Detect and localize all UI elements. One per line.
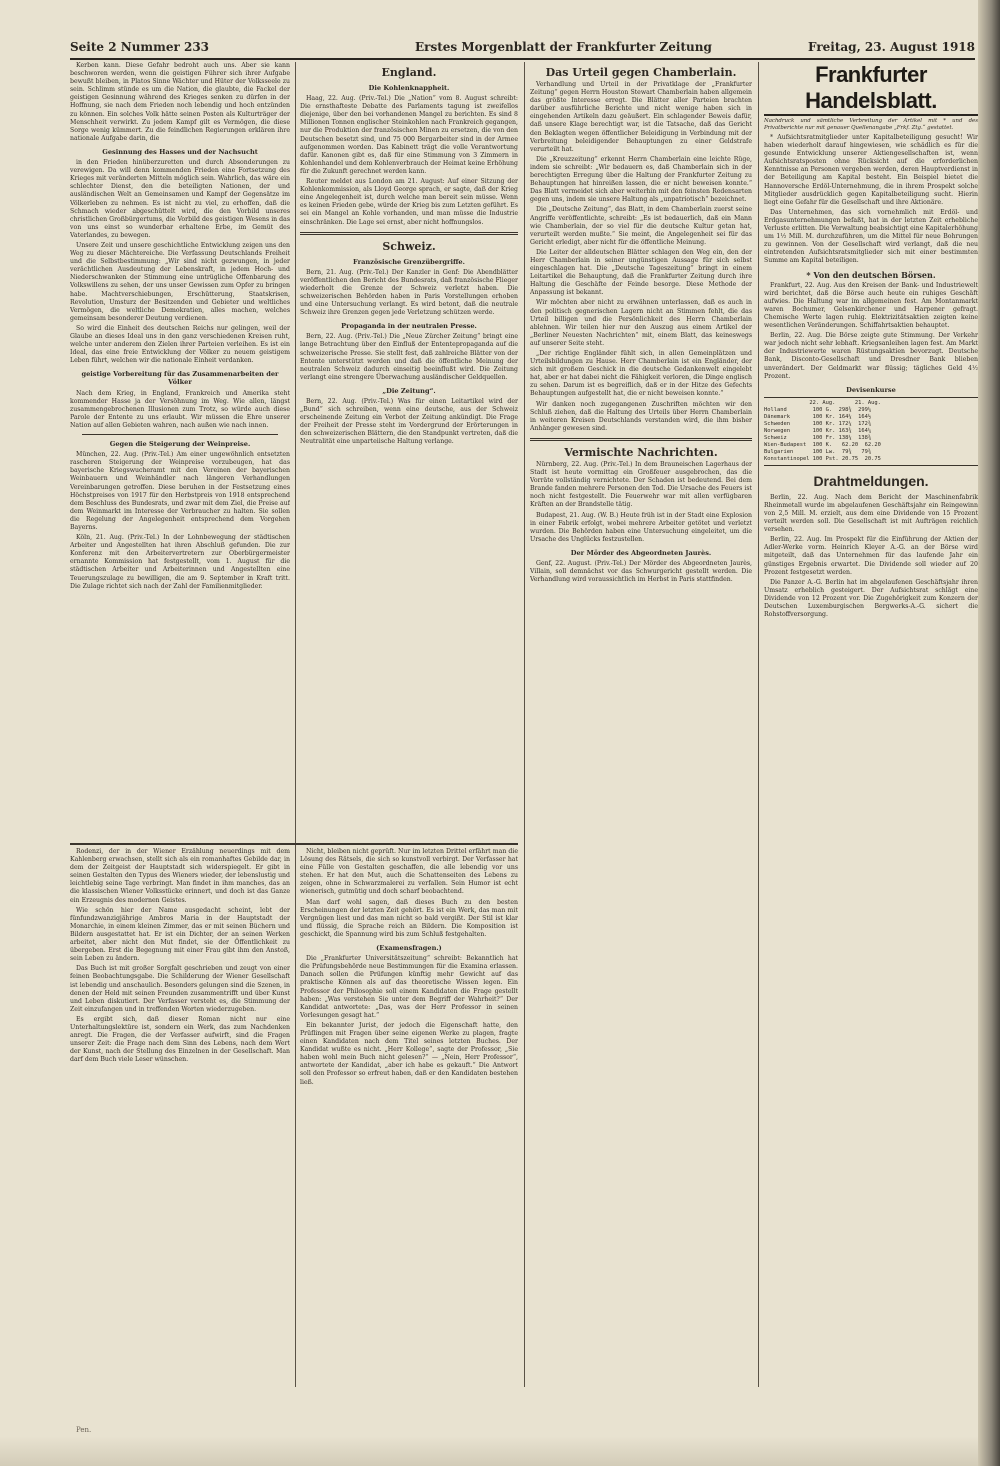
paragraph: Reuter meldet aus London am 21. August: Auf einer Sitzung der Kohlenkommission, als Lloyd George sprach, er sagte, daß der Krieg eine Angelegenheit ist, durch welche man bereit sein müsse. Wenn es keinen Frieden gebe, würde der Krieg bis zum Letzten geführt. Es sei ein Mangel an Kohle vorhanden, und man müsse die Industrie einschränken. Die Lage sei ernst, aber nicht hoffnungslos. <box>300 178 518 226</box>
divider <box>82 434 278 435</box>
binding-gutter <box>978 0 1000 1466</box>
paragraph: Bern, 21. Aug. (Priv.-Tel.) Der Kanzler in Genf: Die Abendblätter veröffentlichen den Bericht des Bundesrats, daß französische Flieger wiederholt die Grenze der Schweiz verletzt haben. Die schweizerischen Behörden haben in Paris Vorstellungen erhoben und eine Untersuchung verlangt. Es wird betont, daß die neutrale Schweiz ihre Grenzen gegen jede Verletzung schützen werde. <box>300 268 518 317</box>
paragraph: Nürnberg, 22. Aug. (Priv.-Tel.) In dem Brauneischen Lagerhaus der Stadt ist heute vormittag ein Großfeuer ausgebrochen, das die Vorräte vollständig vernichtete. Der Schaden ist bedeutend. Bei dem Brande fanden mehrere Personen den Tod. Die Ursache des Feuers ist noch nicht festgestellt. Die Feuerwehr war mit allen verfügbaren Kräften an der Brandstelle tätig. <box>530 460 752 509</box>
paragraph: Rodenzi, der in der Wiener Erzählung neuerdings mit dem Kahlenberg erwachsen, stellt sich als ein romanhaftes Gebilde dar, in dem der Zeitgeist der Hauptstadt sich widerspiegelt. Er gibt in seinen Gestalten den Typus des Wieners wieder, der lebenslustig und leichtlebig seine Tage verbringt. Man findet in ihm manches, das an die klassischen Wiener Volksstücke erinnert, und doch ist das Ganze ein Erzeugnis des modernen Geistes. <box>70 848 290 904</box>
paragraph: Wir möchten aber nicht zu erwähnen unterlassen, daß es auch in den politisch gegnerischen Lagern nicht an Stimmen fehlt, die das Urteil billigen und die Persönlichkeit des Herrn Chamberlain ablehnen. Wir teilen hier nur den Auszug aus einem Artikel der „Berliner Neuesten Nachrichten“ mit, einem Blatt, das keineswegs auf unserer Seite steht. <box>530 299 752 347</box>
paragraph: Genf, 22. August. (Priv.-Tel.) Der Mörder des Abgeordneten Jaurès, Villain, soll demnächst vor das Schwurgericht gestellt werden. Die Verhandlung wird voraussichtlich im Herbst in Paris stattfinden. <box>530 559 752 584</box>
paragraph: Verhandlung und Urteil in der Privatklage der „Frankfurter Zeitung“ gegen Herrn Houston Stewart Chamberlain haben allgemein das größte Interesse erregt. Die Blätter aller Parteien brachten darüber ausführliche Berichte und nicht wenige haben sich in eingehenden Artikeln dazu geäußert. Ein schlagender Beweis dafür, daß unsere Klage berechtigt war, ist die Tatsache, daß das Gericht den Beklagten wegen öffentlicher Beleidigung in Verbindung mit der Verbreitung beleidigender Behauptungen zu einer Geldstrafe verurteilt hat. <box>530 81 752 153</box>
subheading: „Die Zeitung“. <box>382 386 436 395</box>
paragraph: Nicht, bleiben nicht geprüft. Nur im letzten Drittel erfährt man die Lösung des Rätsels, die sich so kunstvoll verbirgt. Der Verfasser hat eine Fülle von Gestalten geschaffen, die alle lebendig vor uns stehen. Er hat den Mut, auch die Schattenseiten des Lebens zu zeigen, ohne in Schwarzmalerei zu verfallen. Sein Humor ist echt wienerisch, gutmütig und doch scharf beobachtend. <box>300 848 518 896</box>
paragraph: Die „Kreuzzeitung“ erkennt Herrn Chamberlain eine leichte Rüge, indem sie schreibt: „Wir bedauern es, daß Chamberlain sich in der berechtigten Erregung über die Haltung der Frankfurter Zeitung zu Behauptungen hat hinreißen lassen, die er nicht beweisen konnte.“ Das Blatt vermeidet sich aber weiterhin mit den feinsten Redensarten gegen uns, indem sie unsere Haltung als „unpatriotisch“ bezeichnet. <box>530 155 752 204</box>
subheading: Französische Grenzübergriffe. <box>353 257 465 266</box>
paragraph: Köln, 21. Aug. (Priv.-Tel.) In der Lohnbewegung der städtischen Arbeiter und Angestellten hat ihren Abschluß gefunden. Die zur Konferenz mit den Arbeitervertretern zur Oberbürgermeister ernannte Kommission hat festgestellt, vom 1. August für die städtischen Arbeiter und Arbeiterinnen und Angestellten eine Teuerungszulage zu bewilligen, die am 9. September in Kraft tritt. Die Zulage richtet sich nach der Zahl der Familienmitglieder. <box>70 534 290 590</box>
section-heading-vermischte: Vermischte Nachrichten. <box>564 445 718 459</box>
paragraph: Unsere Zeit und unsere geschichtliche Entwicklung zeigen uns den Weg zu dieser Mächtereiche. Die Verfassung Deutschlands Freiheit und die Selbstbestimmung: „Wir sind nicht gezwungen, in jeder verächtlichen Ausdeutung der Lebenskraft, in jedem Hoch- und Niederschwanken der Stimmung eine untrügliche Offenbarung des Volkswillens zu sehen, der uns unser Gewissen zum Opfer zu bringen habe. Machtverschiebungen, Erschütterung, Staatskrisen, Revolution, Umsturz der Besitzenden und Gebieter und weltliches Vermögen, die weltliche Demokratien, alles machen, welches gemeinsam besonderer Deutung verdienen. <box>70 241 290 322</box>
page-header <box>70 38 975 60</box>
paragraph: München, 22. Aug. (Priv.-Tel.) Am einer ungewöhnlich entsetzten rascheren Steigerung der Weinpreise vorzubeugen, hat das bayerische Kriegswucheramt mit den Vereinen der bayerischen Weinbauern und Weinhändler nach längeren Verhandlungen Vereinbarungen getroffen. Diese beruhen in der Festsetzung eines Höchstpreises von 1917 für den Herbstpreis von 1918 entsprechend dem Beschluss des Bundesrats, und zwar mit dem Ziel, die Preise auf dem Weinmarkt im Interesse der Verbraucher zu halten. Sie sollen die Regelung der Angelegenheit entsprechend dem Vorgehen Bayerns. <box>70 451 290 531</box>
header-paper-title: Erstes Morgenblatt der Frankfurter Zeitung <box>415 40 712 54</box>
paragraph: Man darf wohl sagen, daß dieses Buch zu den besten Erscheinungen der letzten Zeit gehört. Es ist ein Werk, das man mit Vergnügen liest und das man nicht so bald vergißt. Der Stil ist klar und flüssig, die Sprache reich an Bildern. Die Komposition ist geschickt, die Spannung wird bis zum Schluß festgehalten. <box>300 898 518 938</box>
paragraph: Es ergibt sich, daß dieser Roman nicht nur eine Unterhaltungslektüre ist, sondern ein Werk, das zum Nachdenken anregt. Die Fragen, die der Verfasser aufwirft, sind die Fragen unserer Zeit: die Frage nach dem Sinn des Lebens, nach dem Wert der Kunst, nach der Stellung des Einzelnen in der Gesellschaft. Man darf dem Buch viele Leser wünschen. <box>70 1015 290 1064</box>
paragraph: Kerben kann. Diese Gefahr bedroht auch uns. Aber sie kann beschworen werden, wenn die geistigen Führer sich ihrer Aufgabe bewußt bleiben, in Platos Sinne Wächter und Hüter der Volksseele zu sein. Schlimm stünde es um die Nation, die glaubte, die Fackel der geistigen Gesinnung während des Krieges senken zu dürfen in der Hoffnung, sie nach dem Frieden noch lebendig und hoch entzünden zu können. Ein solches Volk hätte seinen Posten als Kulturträger der Menschheit verwirkt. Zu jedem Kampf gilt es Vermögen, die diese Sorge wenig kümmert. Zu die feindlichen Regierungen erklären ihre nationale Aufgabe darin, die <box>70 62 290 142</box>
paragraph: Wir danken noch zugegangenen Zuschriften möchten wir den Schluß ziehen, daß die Haltung des Urteils über Herrn Chamberlain in weiteren Kreisen Deutschlands verstanden wird, die ihm bisher Anhänger gewesen sind. <box>530 400 752 432</box>
header-page-number: Seite 2 Nummer 233 <box>70 40 210 54</box>
column-handelsblatt <box>764 62 978 1447</box>
subheading: * Von den deutschen Börsen. <box>806 269 936 280</box>
copyright-note: Nachdruck und sämtliche Verbreitung der Artikel mit * und des Privatberichte nur mit genauer Quellenangabe „Frkf. Ztg.“ gestattet. <box>764 118 978 131</box>
column-divider <box>758 62 759 1387</box>
table-title: Devisenkurse <box>846 385 896 394</box>
paragraph: Haag, 22. Aug. (Priv.-Tel.) Die „Nation“ vom 8. August schreibt: Die ernsthafteste Debatte des Parlaments tagung ist zweifellos diejenige, über den bei vorhandenen Mangel zu berichten. Es sind 8 Millionen Tonnen englischer Steinkohlen nach Frankreich gegangen, nur die Produktion der französischen Minen zu ersetzen, die von den Deutschen besetzt sind, und 75 000 Bergarbeiter sind in der Armee aufgenommen worden. Das Kabinett trägt die volle Verantwortung dafür. Kanonen gibt es, daß für eine Stimmung von 3 Zimmern in Kohlenhandel und dem Kohlenverbrauch der Heimat keine Erhöhung für die Zukunft gerechnet werden kann. <box>300 95 518 175</box>
paragraph: So wird die Einheit des deutschen Reichs nur gelingen, weil der Glaube an dieses Ideal uns in den ganz verschiedenen Kreisen ruht, welche unter anderem den Zielen ihrer Parteien verleihen. Es ist ein Ideal, das eine freie Entwicklung der Völker zu neuem geistigem Leben führt, welchen wir die nationale Einheit verdanken. <box>70 324 290 365</box>
paragraph: Frankfurt, 22. Aug. Aus den Kreisen der Bank- und Industriewelt wird berichtet, daß die Börse auch heute ein ruhiges Geschäft aufwies. Die Haltung war im allgemeinen fest. Am Montanmarkt waren Bochumer, Gelsenkirchener und Harpener gefragt. Chemische Werte lagen ruhig. Elektrizitätsaktien zeigten keine wesentlichen Veränderungen. Schiffahrtsaktien behauptet. <box>764 281 978 330</box>
margin-scribble: Pen. <box>76 1426 92 1434</box>
paragraph: Bern, 22. Aug. (Priv.-Tel.) Die „Neue Zürcher Zeitung“ bringt eine lange Betrachtung über den Einfluß der Ententepropaganda auf die schweizerische Presse. Sie stellt fest, daß zahlreiche Blätter von der Entente unterstützt werden und daß die öffentliche Meinung der neutralen Schweiz dadurch einseitig beeinflußt wird. Die Zeitung verlangt eine strengere Überwachung ausländischer Geldquellen. <box>300 333 518 381</box>
column-foreign-news <box>300 62 518 907</box>
page-bottom-edge <box>0 1436 1000 1466</box>
paragraph: Berlin, 22. Aug. Die Börse zeigte gute Stimmung. Der Verkehr war jedoch nicht sehr lebhaft. Kriegsanleihen lagen fest. Am Markt der Industriewerte waren Rüstungsaktien bevorzugt. Deutsche Bank, Disconto-Gesellschaft und Dresdner Bank blieben unverändert. Der Geldmarkt war flüssig; tägliches Geld 4½ Prozent. <box>764 332 978 380</box>
paragraph: Die „Deutsche Zeitung“, das Blatt, in dem Chamberlain zuerst seine Angriffe veröffentlichte, schreibt: „Es ist bedauerlich, daß ein Mann wie Chamberlain, der so viel für die deutsche Kultur getan hat, verurteilt werden mußte.“ Sie meint, die Angelegenheit sei für das Gericht erledigt, aber nicht für die öffentliche Meinung. <box>530 206 752 246</box>
subheading: Der Mörder des Abgeordneten Jaurès. <box>570 548 712 557</box>
column-divider <box>295 62 296 1387</box>
subheading: Propaganda in der neutralen Presse. <box>341 322 477 331</box>
section-heading-england: England. <box>381 66 437 79</box>
section-heading-urteil: Das Urteil gegen Chamberlain. <box>545 66 737 79</box>
subheading: (Examensfragen.) <box>376 944 442 953</box>
paragraph: Nach dem Krieg, in England, Frankreich und Amerika steht kommender Hasse ja der Versöhnung im Weg. Wie allen, längst zusammengebrochenen Illusionen zum Trotz, so würde auch diese Parole der Entente zu uns erlaubt. Wir müssen die Ehre unserer Nation auf allen Gebieten wahren, nach außen wie nach innen. <box>70 389 290 429</box>
paragraph: in den Frieden hinüberzuretten und durch Absonderungen zu verewigen. Da will denn kommenden Frieden eine Fortsetzung des Krieges mit veränderten Mitteln möglich sein. Wahrlich, das wäre ein schlechter Dienst, den die beteiligten Nationen, der und ausländischen Welt an Gemeinsamen und Kampf der Gegensätze im Völkerleben zu nehmen. Es ist nicht zu viel, zu erhoffen, daß die Schmach wieder abgeschüttelt wird, die den Vorbild unseres christlichen Großbürgertums, die Vorbild des geistigen Wesens in das von uns einst so wunderbar erhaltene Erbe, im Gemüt des Vaterlandes, zu bewegen. <box>70 159 290 239</box>
exchange-rate-table: 22. Aug. 21. Aug. Holland 100 G. 298¾ 299¼ Dänemark 100 Kr. 164¼ 164½ Schweden 100 Kr. 172¼ 172¾ Norwegen 100 Kr. 163¾ 164¼ Schweiz 100 Fr. 138¼ 138¾ Wien-Budapest 100 K. 62.20 62.20 Bulgarien 100 Lw. 79¾ 79¾ Konstantinopel 100 Pst. 20.75 20.75 <box>764 397 978 466</box>
header-date: Freitag, 23. August 1918 <box>808 40 975 54</box>
column-chamberlain <box>530 62 752 1447</box>
paragraph: * Aufsichtsratmitglieder unter Kapitalbeteiligung gesucht! Wir haben wiederholt darauf hingewiesen, wie schädlich es für die gesunde Entwicklung unserer Aktiengesellschaften ist, wenn Aufsichtsratsposten ohne Rücksicht auf die erforderlichen Kenntnisse an Personen vergeben werden, deren Hauptverdienst in der Beteiligung am Kapital besteht. Ein Beispiel bietet die Hannoversche Erdöl-Unternehmung, die in ihrem Prospekt solche Mitglieder ausdrücklich gegen Kapitalbeteiligung sucht. Hierin liegt eine Gefahr für die Gesellschaft und ihre Aktionäre. <box>764 134 978 206</box>
section-heading-schweiz: Schweiz. <box>382 239 436 253</box>
paragraph: „Der richtige Engländer fühlt sich, in allen Gemeinplätzen und Urteilsbildungen zu Hause. Herr Chamberlain ist ein Engländer, der sich mit großem Geschick in die deutsche Gedankenwelt eingelebt hat, aber er hat dabei nicht die Fähigkeit verloren, die Dinge englisch zu sehen. Darum ist es begreiflich, daß er in der Hitze des Gefechts Behauptungen aufgestellt hat, die er nicht beweisen konnte.“ <box>530 350 752 398</box>
section-heading-drahtmeldungen: Drahtmeldungen. <box>813 472 929 489</box>
column-politics <box>70 62 290 844</box>
subheading: Gegen die Steigerung der Weinpreise. <box>109 440 251 449</box>
paragraph: Das Unternehmen, das sich vornehmlich mit Erdöl- und Erdgasunternehmungen befaßt, hat in der letzten Zeit erhebliche Verluste erlitten. Die Verwaltung beabsichtigt eine Kapitalerhöhung um 1½ Mill. M. durchzuführen, um die Mittel für neue Bohrungen zu gewinnen. Von der Gesellschaft wird verlangt, daß die neu eintretenden Aufsichtsratsmitglieder sich mit einer bestimmten Summe am Kapital beteiligen. <box>764 208 978 265</box>
subheading: Die Kohlenknappheit. <box>368 84 450 92</box>
divider <box>530 438 752 441</box>
feuilleton-middle <box>300 848 518 1388</box>
column-divider <box>524 62 525 1387</box>
paragraph: Berlin, 22. Aug. Im Prospekt für die Einführung der Aktien der Adler-Werke vorm. Heinrich Kleyer A.-G. an der Börse wird mitgeteilt, daß das Unternehmen für das laufende Jahr ein günstiges Ergebnis erwartet. Die Dividende soll wieder auf 20 Prozent festgesetzt werden. <box>764 536 978 576</box>
paragraph: Berlin, 22. Aug. Nach dem Bericht der Maschinenfabrik Rheinmetall wurde im abgelaufenen Geschäftsjahr ein Reingewinn von 2,5 Mill. M. erzielt, aus dem eine Dividende von 15 Prozent verteilt werden soll. Die Gesellschaft ist mit Aufträgen reichlich versehen. <box>764 493 978 534</box>
paragraph: Die Leiter der alldeutschen Blätter schlagen den Weg ein, den der Herr Chamberlain in seiner ungünstigen Aussage für sich selbst eingeschlagen hat. Die „Deutsche Tageszeitung“ bringt in einem Leitartikel die Behauptung, daß die Frankfurter Zeitung durch ihre Haltung die Geschäfte der Feinde besorge. Diese Methode der Anpassung ist bekannt. <box>530 248 752 297</box>
paragraph: Wie schön hier der Name ausgedacht scheint, lebt der fünfundzwanzigjährige Ambros Maria in der Hauptstadt der Monarchie, in einem kleinen Zimmer, das er mit seinen Büchern und Bildern ausgestattet hat. Er ist ein Dichter, der an seinen Werken arbeitet, aber nicht den Mut findet, sie der Öffentlichkeit zu übergeben. Erst die Begegnung mit einer Frau gibt ihm den Anstoß, sein Leben zu ändern. <box>70 906 290 963</box>
paragraph: Budapest, 21. Aug. (W. B.) Heute früh ist in der Stadt eine Explosion in einer Fabrik erfolgt, wobei mehrere Arbeiter getötet und verletzt wurden. Die Behörden haben eine Untersuchung eingeleitet, um die Ursache des Unglücks festzustellen. <box>530 511 752 543</box>
paragraph: Bern, 22. Aug. (Priv.-Tel.) Was für einen Leitartikel wird der „Bund“ sich schreiben, wenn eine deutsche, aus der Schweiz erscheinende Zeitung ein Verbot der Zeitung ankündigt. Die Frage der Freiheit der Presse steht im Vordergrund der Erörterungen in den schweizerischen Blättern, die den Standpunkt vertreten, daß die Neutralität eine unparteiische Haltung verlange. <box>300 398 518 446</box>
feuilleton-left <box>70 848 290 1388</box>
paragraph: Das Buch ist mit großer Sorgfalt geschrieben und zeugt von einer feinen Beobachtungsgabe. Die Schilderung der Wiener Gesellschaft ist lebendig und anschaulich. Besonders gelungen sind die Szenen, in denen der Held mit seinen Freunden zusammentrifft und über Kunst und Leben diskutiert. Der Verfasser versteht es, die Stimmung der Zeit einzufangen und in treffenden Worten wiederzugeben. <box>70 965 290 1013</box>
subheading: geistige Vorbereitung für das Zusammenarbeiten der Völker <box>81 370 279 387</box>
divider <box>300 232 518 235</box>
paragraph: Ein bekannter Jurist, der jedoch die Eigenschaft hatte, den Prüflingen mit Fragen über seine eigenen Werke zu plagen, fragte einen Kandidaten nach dem Titel seines letzten Buches. Der Kandidat wußte es nicht. „Herr Kollege“, sagte der Professor, „Sie haben wohl mein Buch nicht gelesen?“ — „Nein, Herr Professor“, antwortete der Kandidat, „aber ich habe es gekauft.“ Die Antwort soll den Professor so erfreut haben, daß er den Kandidaten bestehen ließ. <box>300 1021 518 1086</box>
paragraph: Die „Frankfurter Universitätszeitung“ schreibt: Bekanntlich hat die Prüfungsbehörde neue Bestimmungen für die Examina erlassen. Danach sollen die Prüfungen künftig mehr Gewicht auf das praktische Können als auf das theoretische Wissen legen. Ein Professor der Philosophie soll einem Kandidaten die Frage gestellt haben: „Was verstehen Sie unter dem Begriff der Wahrheit?“ Der Kandidat antwortete: „Das, was der Herr Professor in seinen Vorlesungen gesagt hat.“ <box>300 955 518 1019</box>
paragraph: Die Panzer A.-G. Berlin hat im abgelaufenen Geschäftsjahr ihren Umsatz erheblich gesteigert. Der Aufsichtsrat schlägt eine Dividende von 12 Prozent vor. Die Zugehörigkeit zum Konzern der Deutschen Luxemburgischen Bergwerks-A.-G. sichert die Rohstoffversorgung. <box>764 578 978 619</box>
subheading: Gesinnung des Hasses und der Nachsucht <box>102 147 258 156</box>
handelsblatt-masthead: Frankfurter Handelsblatt. <box>764 62 978 116</box>
